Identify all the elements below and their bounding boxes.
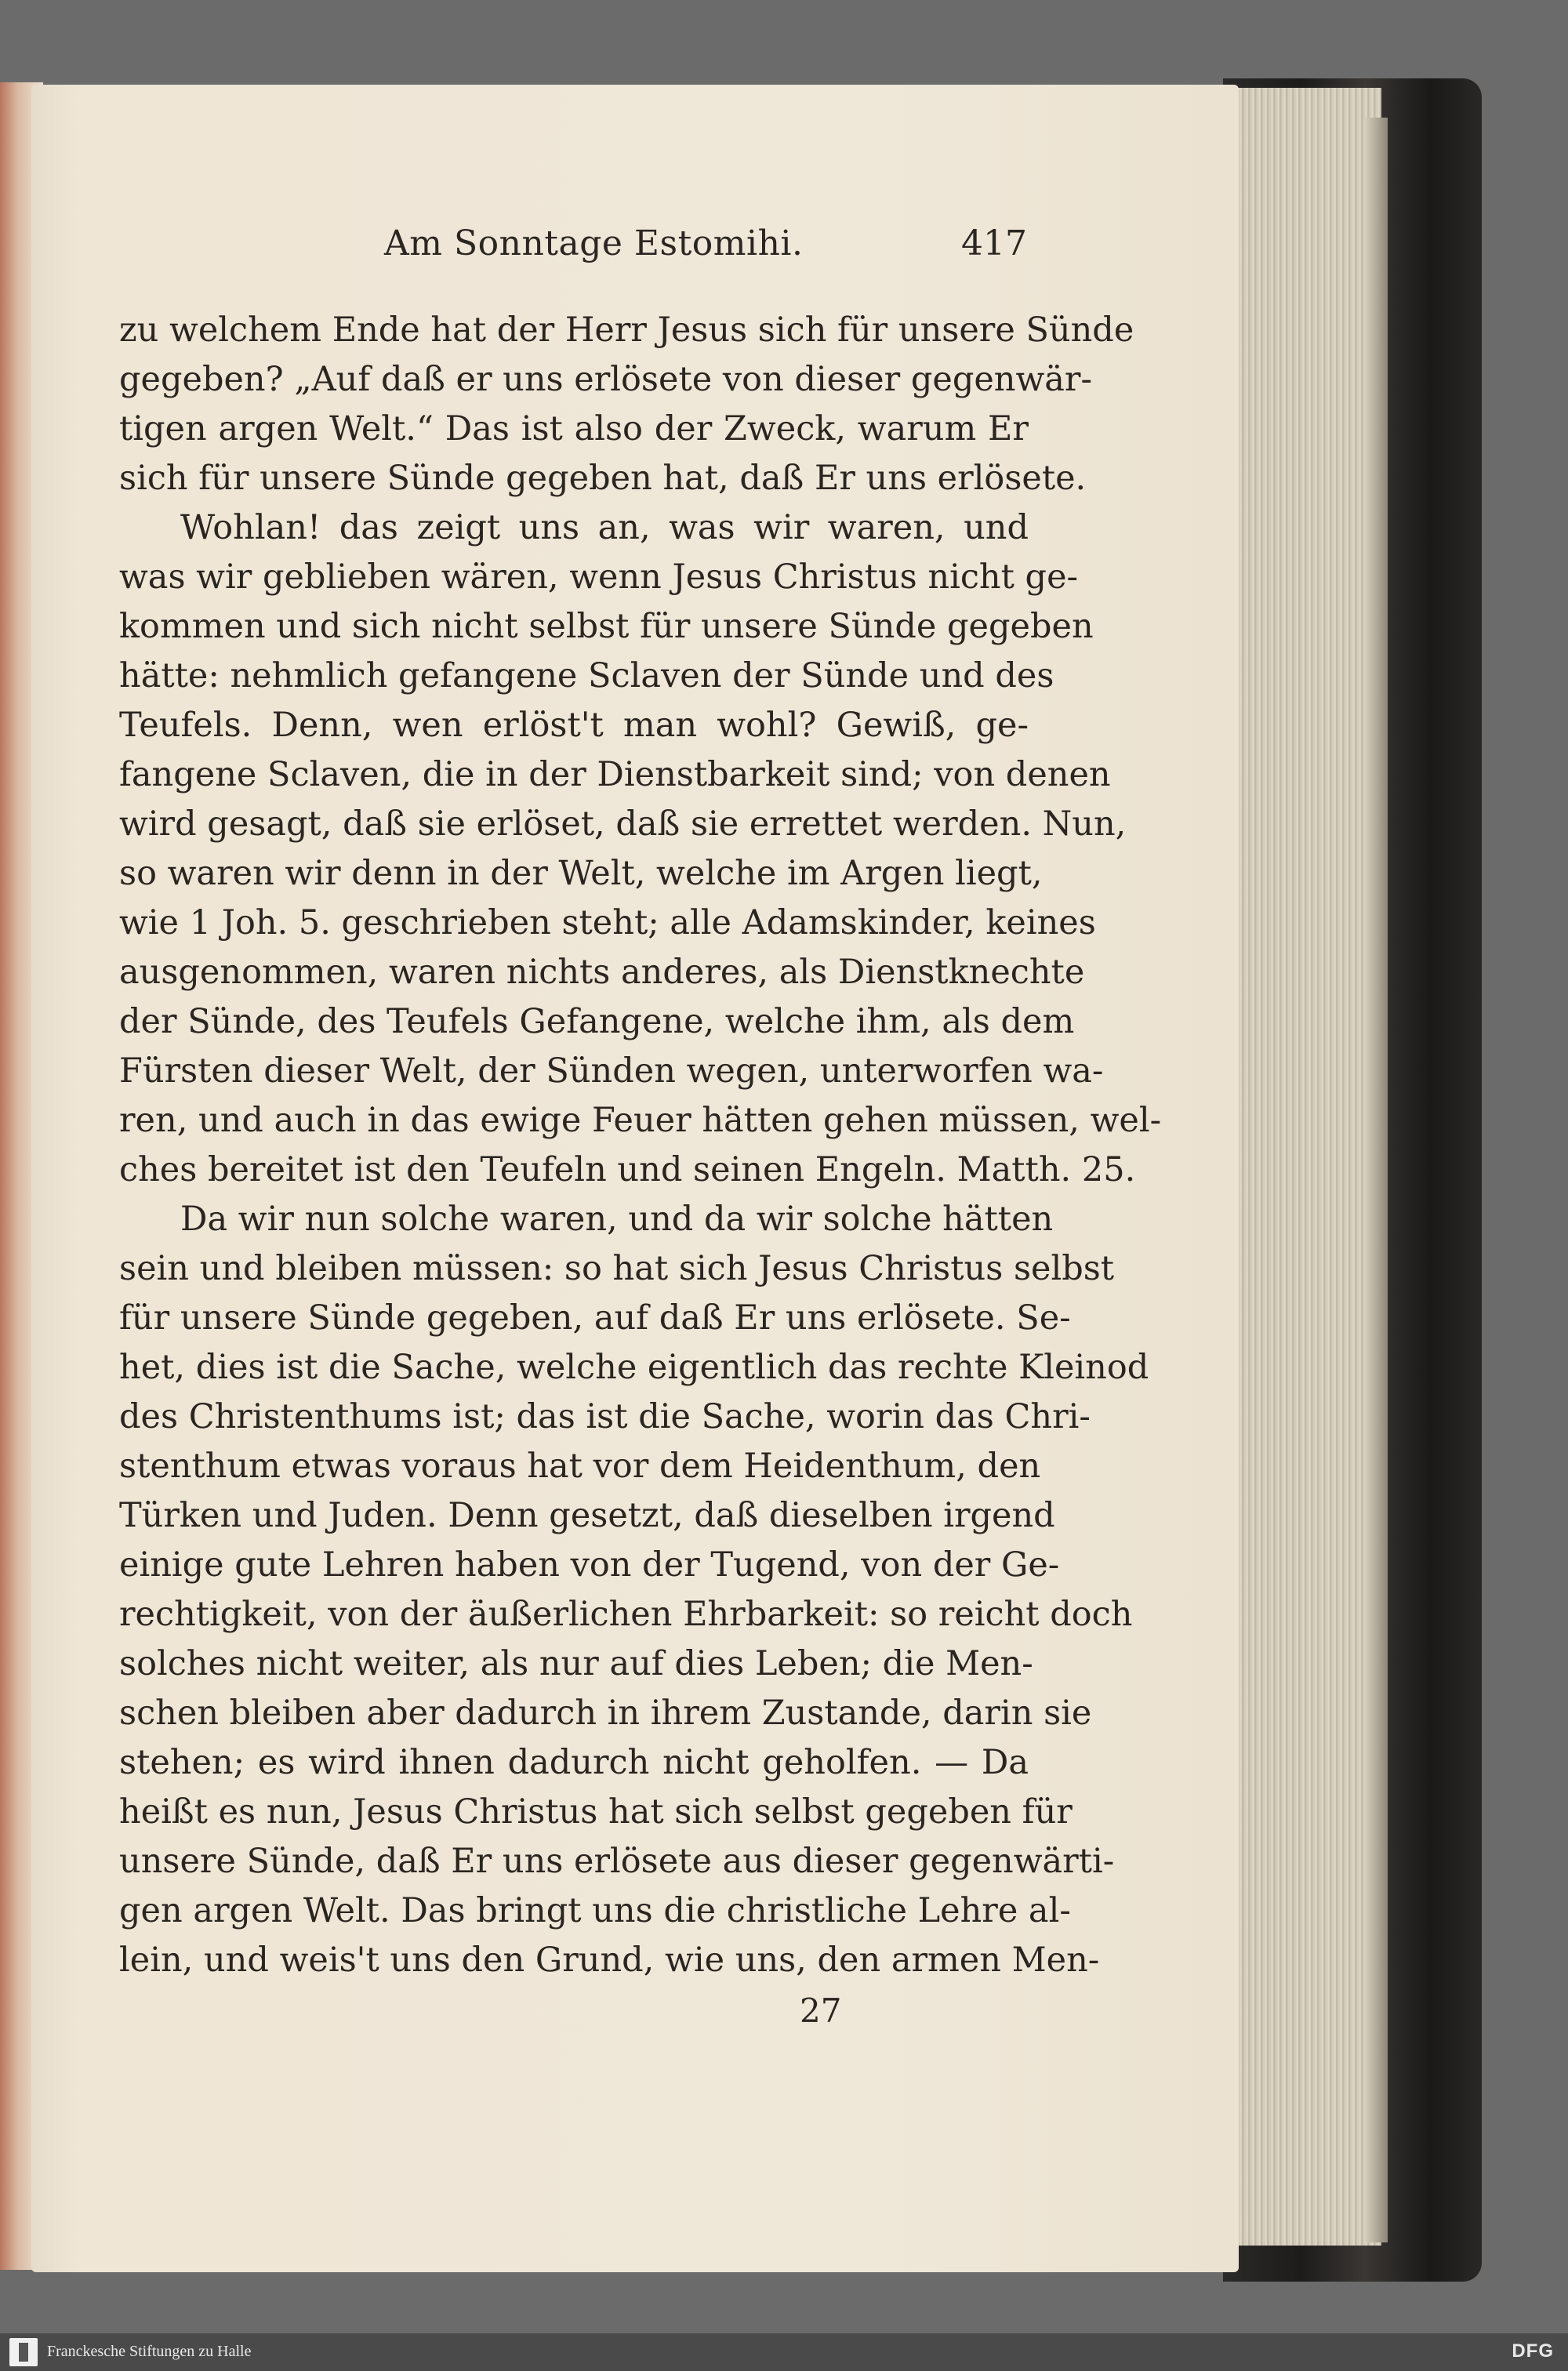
text-line: lein, und weis't uns den Grund, wie uns, den armen Men- (119, 1941, 1100, 1980)
text-line: stehen; es wird ihnen dadurch nicht geholfen. — Da (119, 1743, 1029, 1782)
text-line: fangene Sclaven, die in der Dienstbarkeit sind; von denen (119, 755, 1111, 794)
text-line: gegeben? „Auf daß er uns erlösete von dieser gegenwär- (119, 360, 1093, 399)
page-edge-shadow (1364, 118, 1388, 2242)
text-line: ausgenommen, waren nichts anderes, als Dienstknechte (119, 953, 1085, 992)
text-line: für unsere Sünde gegeben, auf daß Er uns erlösete. Se- (119, 1298, 1071, 1338)
text-line: zu welchem Ende hat der Herr Jesus sich für unsere Sünde (119, 310, 1134, 350)
text-line: hätte: nehmlich gefangene Sclaven der Sünde und des (119, 656, 1054, 695)
text-line: schen bleiben aber dadurch in ihrem Zustande, darin sie (119, 1694, 1092, 1733)
text-line: so waren wir denn in der Welt, welche im Argen liegt, (119, 854, 1043, 893)
page-block-edges (1231, 88, 1381, 2246)
text-line: einige gute Lehren haben von der Tugend, von der Ge- (119, 1545, 1060, 1585)
viewer-footer (0, 2333, 1568, 2371)
text-line: sein und bleiben müssen: so hat sich Jesus Christus selbst (119, 1249, 1115, 1288)
text-line: sich für unsere Sünde gegeben hat, daß Er uns erlösete. (119, 459, 1087, 498)
text-line: heißt es nun, Jesus Christus hat sich selbst gegeben für (119, 1792, 1073, 1832)
text-line: het, dies ist die Sache, welche eigentlich das rechte Kleinod (119, 1348, 1149, 1387)
text-line: des Christenthums ist; das ist die Sache, worin das Chri- (119, 1397, 1091, 1436)
text-line: wird gesagt, daß sie erlöset, daß sie errettet werden. Nun, (119, 804, 1127, 844)
text-line: solches nicht weiter, als nur auf dies Leben; die Men- (119, 1644, 1033, 1683)
running-head: Am Sonntage Estomihi. (384, 223, 804, 263)
text-line: der Sünde, des Teufels Gefangene, welche ihm, als dem (119, 1002, 1075, 1041)
body-text (119, 306, 1162, 1985)
text-line: was wir geblieben wären, wenn Jesus Christus nicht ge- (119, 557, 1079, 597)
page-header (118, 223, 1027, 278)
text-line: wie 1 Joh. 5. geschrieben steht; alle Adamskinder, keines (119, 903, 1096, 942)
institution-logo-icon (9, 2338, 38, 2366)
institution-name: Franckesche Stiftungen zu Halle (47, 2343, 252, 2360)
text-line: stenthum etwas voraus hat vor dem Heidenthum, den (119, 1447, 1041, 1486)
dfg-logo: DFG (1512, 2340, 1554, 2362)
text-line: kommen und sich nicht selbst für unsere Sünde gegeben (119, 607, 1094, 646)
signature-mark: 27 (800, 1992, 842, 2030)
text-line: rechtigkeit, von der äußerlichen Ehrbarkeit: so reicht doch (119, 1595, 1133, 1634)
text-line: tigen argen Welt.“ Das ist also der Zweck, warum Er (119, 409, 1029, 448)
text-line: Fürsten dieser Welt, der Sünden wegen, unterworfen wa- (119, 1051, 1104, 1091)
text-line: gen argen Welt. Das bringt uns die christliche Lehre al- (119, 1891, 1071, 1930)
text-line: Teufels. Denn, wen erlöst't man wohl? Gewiß, ge- (119, 706, 1029, 745)
text-line: ren, und auch in das ewige Feuer hätten gehen müssen, wel- (119, 1101, 1162, 1140)
text-line: Türken und Juden. Denn gesetzt, daß dieselben irgend (119, 1496, 1055, 1535)
text-line: Wohlan! das zeigt uns an, was wir waren, und (180, 508, 1029, 547)
page-number: 417 (961, 223, 1027, 263)
text-line: Da wir nun solche waren, und da wir solche hätten (180, 1200, 1054, 1239)
text-line: ches bereitet ist den Teufeln und seinen Engeln. Matth. 25. (119, 1150, 1136, 1189)
text-line: unsere Sünde, daß Er uns erlösete aus dieser gegenwärti- (119, 1842, 1115, 1881)
